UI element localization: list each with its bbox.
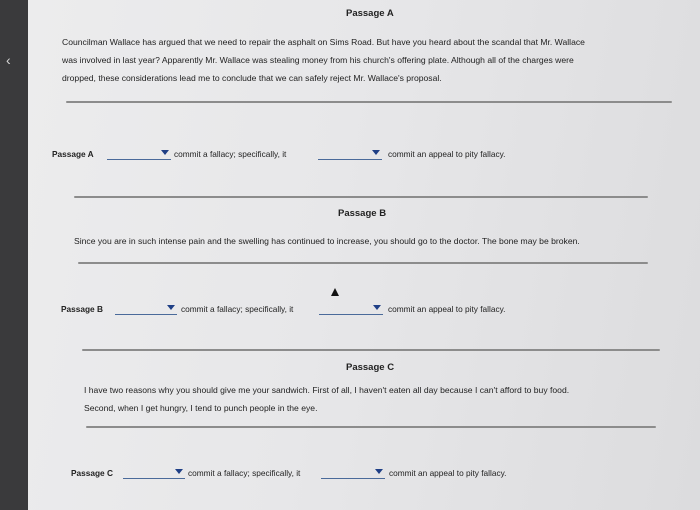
passage-c-question bbox=[71, 468, 691, 482]
question-text: commit a fallacy; specifically, it bbox=[174, 149, 287, 159]
passage-c-dropdown-2[interactable] bbox=[321, 466, 385, 479]
divider bbox=[66, 101, 672, 103]
mouse-cursor-icon bbox=[331, 288, 339, 296]
question-text: commit an appeal to pity fallacy. bbox=[388, 304, 506, 314]
caret-down-icon bbox=[167, 305, 175, 310]
passage-a-line: was involved in last year? Apparently Mr. Wallace was stealing money from his church's offering plate. Although all of the charges were bbox=[62, 55, 574, 65]
passage-a-line: Councilman Wallace has argued that we need to repair the asphalt on Sims Road. But have you heard about the scandal that Mr. Wallace bbox=[62, 37, 585, 47]
caret-down-icon bbox=[373, 305, 381, 310]
passage-a-dropdown-1[interactable] bbox=[107, 147, 171, 160]
passage-b-question bbox=[61, 304, 681, 318]
caret-down-icon bbox=[175, 469, 183, 474]
question-text: commit a fallacy; specifically, it bbox=[181, 304, 294, 314]
passage-a-title: Passage A bbox=[346, 8, 394, 19]
divider bbox=[74, 196, 648, 198]
passage-a-line: dropped, these considerations lead me to conclude that we can safely reject Mr. Wallace's proposal. bbox=[62, 73, 442, 83]
passage-c-line: Second, when I get hungry, I tend to punch people in the eye. bbox=[84, 403, 318, 413]
chevron-left-icon[interactable]: ‹ bbox=[6, 52, 11, 68]
passage-c-text bbox=[84, 381, 684, 417]
question-text: commit an appeal to pity fallacy. bbox=[388, 149, 506, 159]
caret-down-icon bbox=[372, 150, 380, 155]
divider bbox=[78, 262, 648, 264]
passage-a-text bbox=[62, 33, 692, 87]
passage-b-dropdown-1[interactable] bbox=[115, 302, 177, 315]
passage-b-title: Passage B bbox=[338, 208, 387, 219]
question-label: Passage B bbox=[61, 304, 103, 314]
passage-b-text bbox=[74, 232, 694, 250]
question-label: Passage C bbox=[71, 468, 113, 478]
passage-c-dropdown-1[interactable] bbox=[123, 466, 185, 479]
question-text: commit a fallacy; specifically, it bbox=[188, 468, 301, 478]
passage-b-dropdown-2[interactable] bbox=[319, 302, 383, 315]
caret-down-icon bbox=[161, 150, 169, 155]
quiz-page bbox=[28, 0, 700, 510]
passage-a-dropdown-2[interactable] bbox=[318, 147, 382, 160]
question-label: Passage A bbox=[52, 149, 94, 159]
passage-b-line: Since you are in such intense pain and the swelling has continued to increase, you should go to the doctor. The bone may be broken. bbox=[74, 236, 580, 246]
passage-c-title: Passage C bbox=[346, 362, 395, 373]
divider bbox=[82, 349, 660, 351]
passage-c-line: I have two reasons why you should give me your sandwich. First of all, I haven't eaten all day because I can't afford to buy food. bbox=[84, 385, 570, 395]
question-text: commit an appeal to pity fallacy. bbox=[389, 468, 507, 478]
caret-down-icon bbox=[375, 469, 383, 474]
divider bbox=[86, 426, 656, 428]
passage-a-question bbox=[52, 149, 692, 163]
